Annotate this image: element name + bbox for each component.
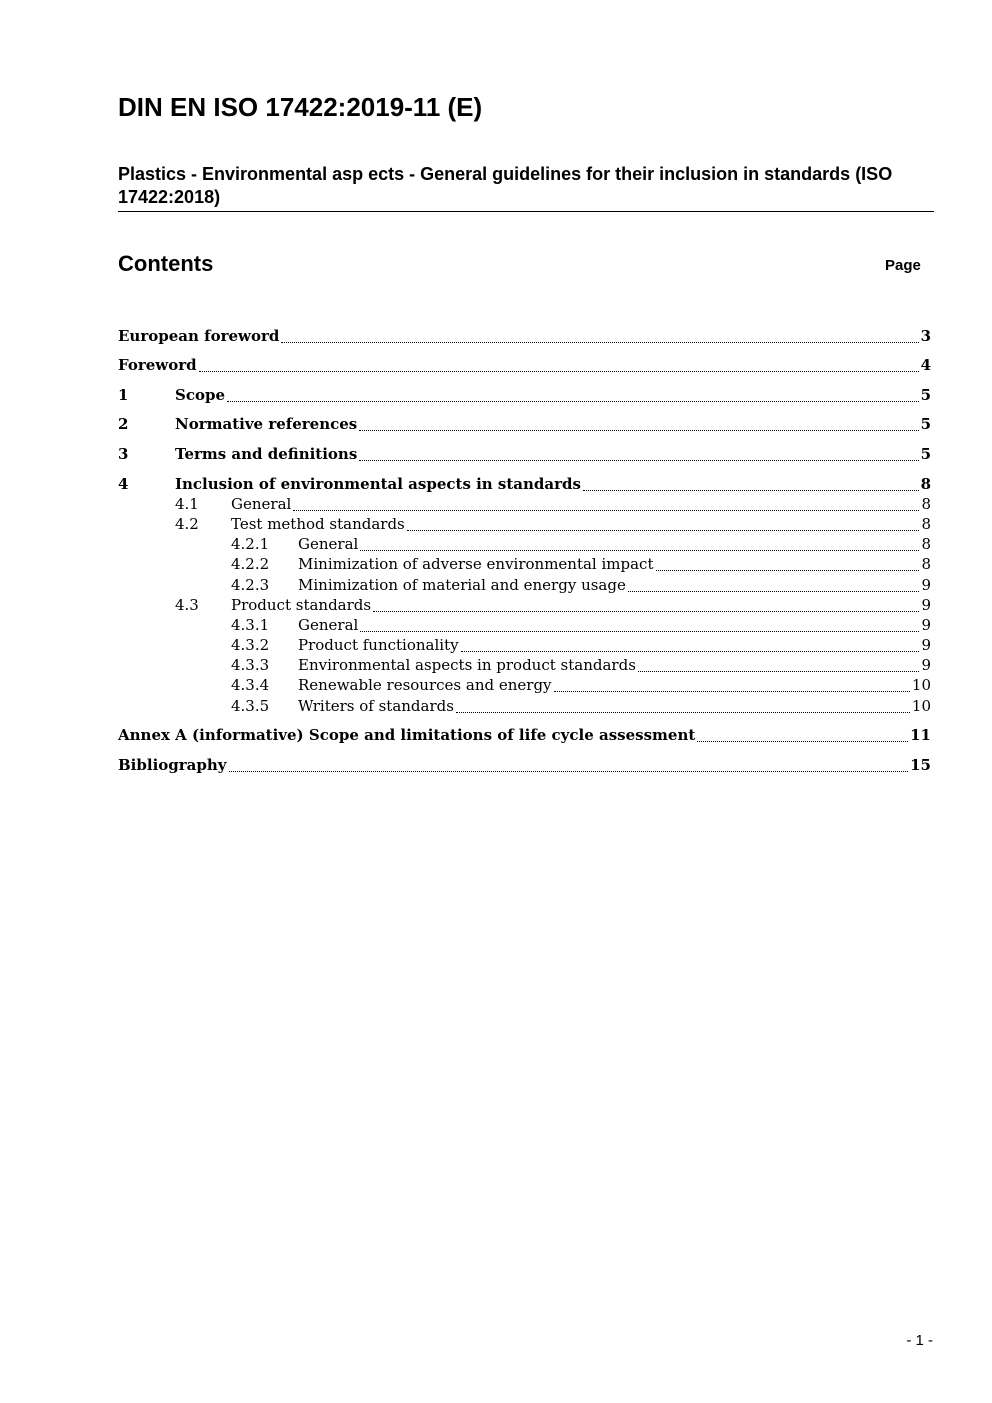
toc-entry-page: 9: [921, 576, 931, 594]
toc-entry-page: 9: [921, 596, 931, 614]
toc-entry-page: 3: [920, 327, 931, 345]
toc-entry-page: 8: [921, 515, 931, 533]
toc-entry-number: 2: [118, 415, 129, 433]
toc-entry-title: Minimization of adverse environmental impact: [298, 555, 654, 573]
toc-leader: [199, 371, 919, 372]
toc-leader: [583, 490, 919, 491]
toc-entry[interactable]: [118, 726, 931, 746]
toc-entry-number: 4: [118, 475, 129, 493]
toc-entry-page: 10: [911, 697, 931, 715]
toc-entry-title: Terms and definitions: [175, 445, 358, 463]
toc-entry[interactable]: [118, 327, 931, 347]
toc-entry[interactable]: [118, 495, 931, 515]
toc-entry[interactable]: [118, 445, 931, 465]
toc-entry-page: 8: [921, 495, 931, 513]
toc-entry-title: Test method standards: [231, 515, 405, 533]
footer-page-number: - 1 -: [906, 1332, 933, 1349]
toc-entry-title: Scope: [175, 386, 226, 404]
toc-leader: [229, 771, 909, 772]
toc-leader: [628, 591, 920, 592]
toc-entry-title: Product standards: [231, 596, 372, 614]
toc-entry[interactable]: [118, 386, 931, 406]
toc-leader: [373, 611, 919, 612]
toc-entry[interactable]: [118, 756, 931, 776]
document-title: Plastics - Environmental asp ects - General guidelines for their inclusion in standards (ISO 17422:2018): [118, 163, 934, 212]
toc-entry-title: European foreword: [118, 327, 280, 345]
toc-entry-page: 15: [910, 756, 931, 774]
toc-entry-page: 9: [921, 656, 931, 674]
toc-entry-number: 1: [118, 386, 129, 404]
toc-entry[interactable]: [118, 415, 931, 435]
toc-entry[interactable]: [118, 356, 931, 376]
toc-entry-number: 4.2.1: [231, 535, 270, 553]
toc-leader: [281, 342, 918, 343]
toc-entry-title: Renewable resources and energy: [298, 676, 552, 694]
toc-leader: [697, 741, 908, 742]
toc-entry[interactable]: [118, 515, 931, 535]
toc-entry-page: 5: [920, 386, 931, 404]
toc-entry-page: 10: [911, 676, 931, 694]
toc-entry-page: 8: [921, 535, 931, 553]
toc-entry[interactable]: [118, 535, 931, 555]
toc-leader: [554, 691, 910, 692]
toc-leader: [656, 570, 920, 571]
toc-leader: [359, 460, 918, 461]
toc-entry-title: Inclusion of environmental aspects in standards: [175, 475, 581, 493]
toc-entry-title: Environmental aspects in product standards: [298, 656, 636, 674]
toc-entry-number: 4.3.4: [231, 676, 270, 694]
toc-leader: [461, 651, 920, 652]
toc-entry-title: Product functionality: [298, 636, 459, 654]
toc-entry-title: Minimization of material and energy usage: [298, 576, 626, 594]
toc-entry[interactable]: [118, 697, 931, 717]
toc-entry[interactable]: [118, 475, 931, 495]
toc-entry[interactable]: [118, 616, 931, 636]
toc-entry-page: 11: [910, 726, 931, 744]
toc-entry-page: 9: [921, 616, 931, 634]
toc-entry[interactable]: [118, 555, 931, 575]
toc-leader: [227, 401, 919, 402]
toc-leader: [293, 510, 919, 511]
toc-leader: [456, 712, 910, 713]
toc-entry[interactable]: [118, 676, 931, 696]
toc-entry-title: Writers of standards: [298, 697, 454, 715]
toc-entry-title: Bibliography: [118, 756, 227, 774]
toc-entry-number: 4.1: [175, 495, 199, 513]
toc-leader: [359, 430, 918, 431]
toc-entry-page: 5: [920, 415, 931, 433]
toc-entry-number: 4.3: [175, 596, 199, 614]
toc-entry-page: 4: [920, 356, 931, 374]
toc-entry-page: 8: [921, 555, 931, 573]
toc-entry-number: 4.2.2: [231, 555, 270, 573]
toc-entry-title: Annex A (informative) Scope and limitations of life cycle assessment: [118, 726, 696, 744]
toc-entry[interactable]: [118, 636, 931, 656]
toc-leader: [638, 671, 920, 672]
toc-entry-number: 4.2.3: [231, 576, 270, 594]
toc-entry[interactable]: [118, 656, 931, 676]
contents-heading: Contents: [118, 251, 214, 276]
toc-entry[interactable]: [118, 596, 931, 616]
toc-entry-page: 5: [920, 445, 931, 463]
toc-entry-number: 3: [118, 445, 129, 463]
document-id: DIN EN ISO 17422:2019-11 (E): [118, 92, 483, 122]
toc-leader: [360, 631, 919, 632]
toc-leader: [360, 550, 919, 551]
toc-entry[interactable]: [118, 576, 931, 596]
toc-entry-title: General: [298, 535, 359, 553]
toc-entry-number: 4.3.3: [231, 656, 270, 674]
toc-entry-title: Normative references: [175, 415, 358, 433]
toc-entry-number: 4.2: [175, 515, 199, 533]
toc-entry-title: Foreword: [118, 356, 197, 374]
page-column-label: Page: [885, 257, 921, 274]
toc-entry-number: 4.3.2: [231, 636, 270, 654]
toc-entry-number: 4.3.5: [231, 697, 270, 715]
toc-entry-number: 4.3.1: [231, 616, 270, 634]
toc-entry-title: General: [298, 616, 359, 634]
toc-leader: [407, 530, 920, 531]
toc-entry-page: 8: [920, 475, 931, 493]
toc-entry-title: General: [231, 495, 292, 513]
toc-entry-page: 9: [921, 636, 931, 654]
